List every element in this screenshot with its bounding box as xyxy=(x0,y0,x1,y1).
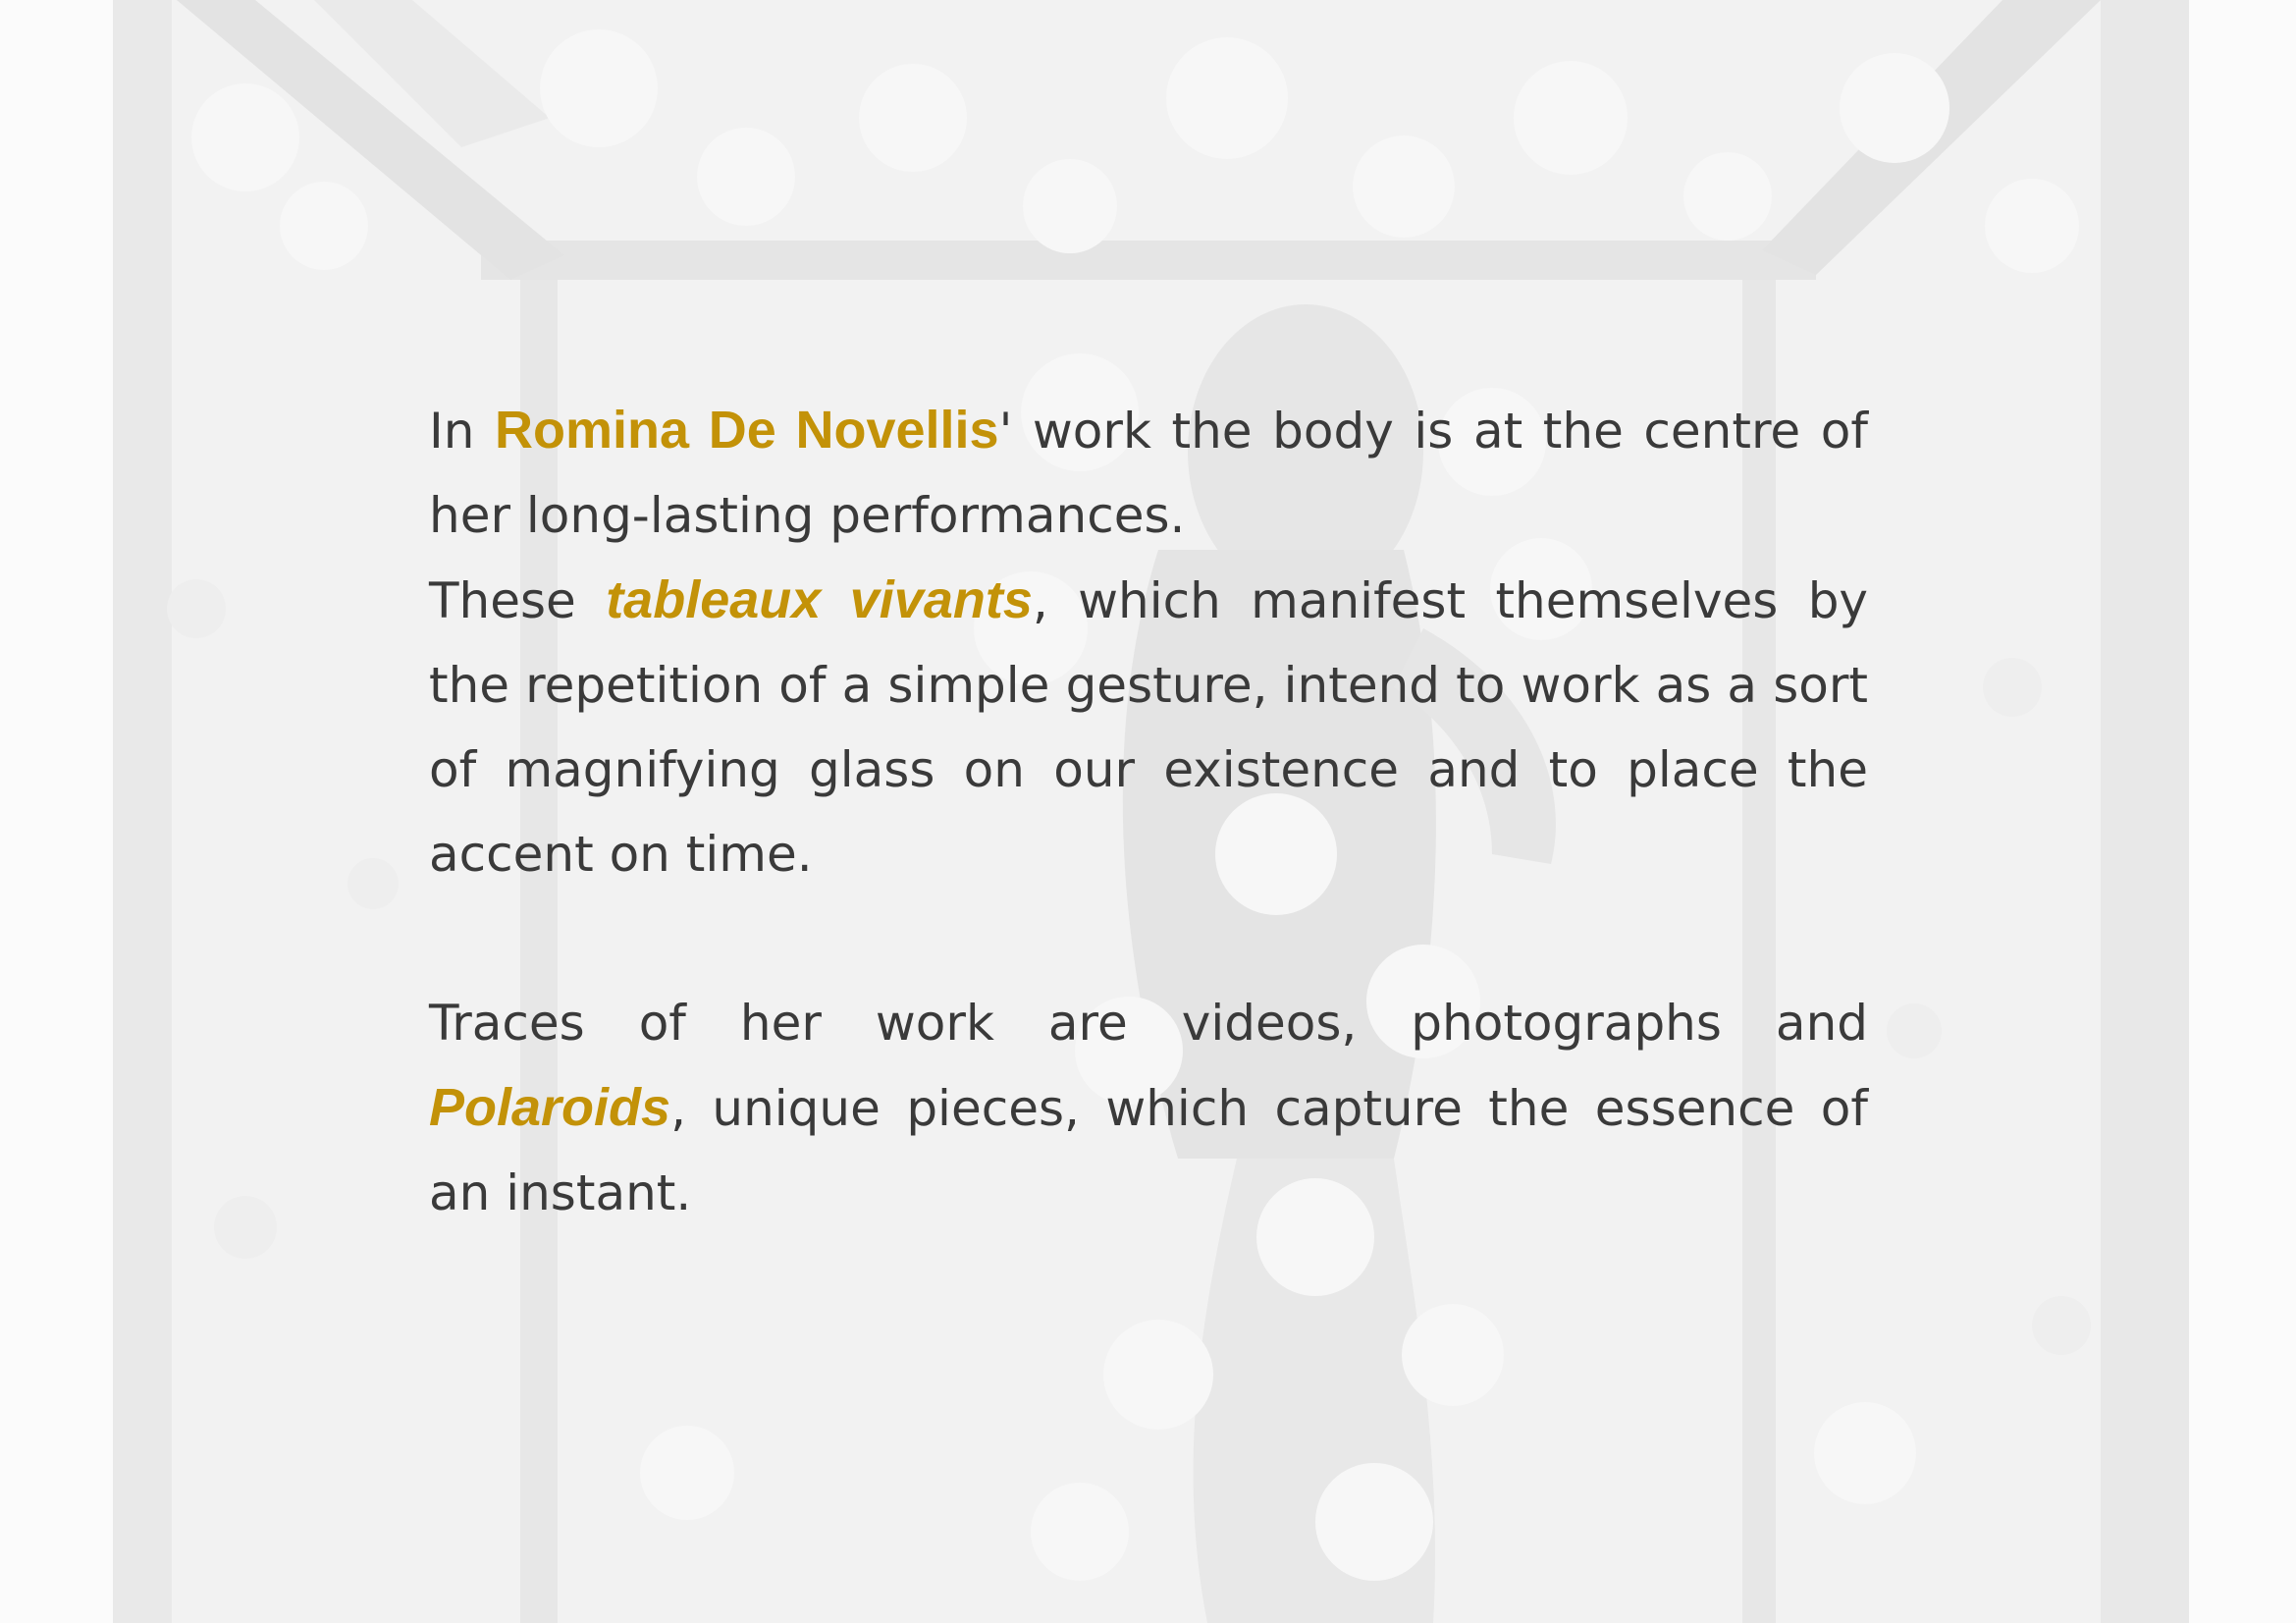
paragraph-tableaux xyxy=(429,558,1868,896)
text-block xyxy=(429,388,1868,1235)
paragraph-traces xyxy=(429,981,1868,1235)
p2-text-start: These xyxy=(429,572,607,629)
p3-text-end: , unique pieces, which capture the essence of an instant. xyxy=(429,1080,1868,1221)
p3-text-start: Traces of her work are videos, photographs and xyxy=(429,995,1868,1052)
artist-name: Romina De Novellis xyxy=(495,401,999,460)
p1-text-end: ' work the body is at the centre of her long-lasting performances. xyxy=(429,403,1868,544)
term-tableaux-vivants: tableaux vivants xyxy=(606,570,1033,629)
paragraph-intro xyxy=(429,388,1868,558)
p1-text-start: In xyxy=(429,403,496,460)
p2-text-end: , which manifest themselves by the repetition of a simple gesture, intend to work as a sort of magnifying glass on our existence and to place the accent on time. xyxy=(429,572,1869,883)
term-polaroids: Polaroids xyxy=(429,1078,671,1137)
